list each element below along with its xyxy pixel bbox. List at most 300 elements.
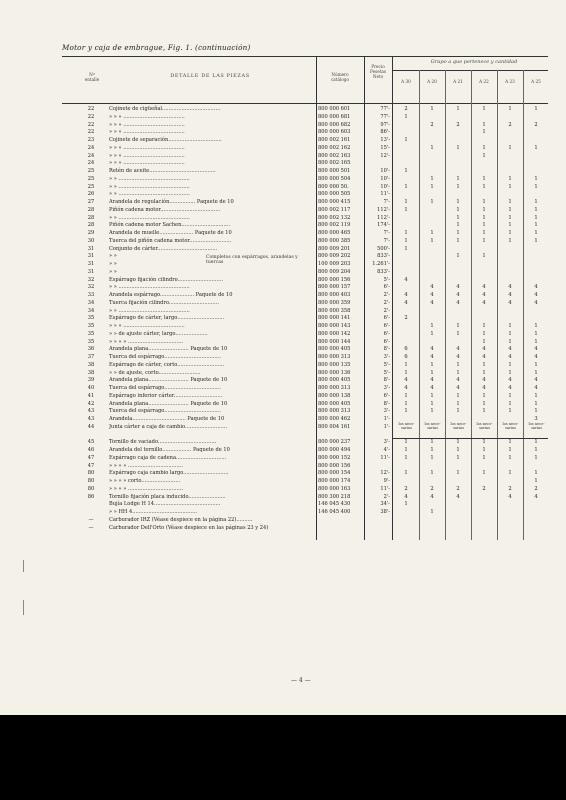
row-quantity: 1: [482, 222, 486, 229]
row-quantity: 1: [508, 222, 512, 229]
row-number: 38: [87, 361, 95, 368]
row-quantity: 4: [456, 493, 460, 500]
row-quantity: 4: [430, 493, 434, 500]
row-description: » » ............................................: [109, 183, 190, 190]
row-quantity: 1: [482, 400, 486, 407]
row-quantity: 4: [534, 354, 538, 360]
row-quantity: 1: [456, 183, 460, 190]
row-quantity: 1: [508, 183, 512, 190]
row-catalog-number: 800 004 161: [318, 423, 351, 430]
row-quantity: 1: [404, 245, 408, 252]
row-quantity: 1: [482, 121, 486, 128]
row-number: 38: [87, 369, 95, 376]
row-price: 1'-: [383, 416, 390, 422]
row-number: 46: [87, 447, 95, 453]
row-price: 7'-: [383, 199, 390, 205]
row-quantity: 4: [430, 284, 434, 291]
row-quantity: 1: [430, 392, 434, 399]
row-description: Tuerca del piñón cadena motor..........................: [109, 237, 232, 244]
row-number: 31: [87, 261, 95, 267]
row-number: 24: [87, 152, 95, 159]
row-quantity: 4: [430, 354, 434, 360]
row-catalog-number: 800 000 136: [318, 369, 351, 376]
row-quantity: 4: [508, 385, 512, 391]
row-quantity: 1: [456, 400, 460, 407]
row-quantity: 1: [456, 253, 460, 260]
row-quantity: 1: [482, 175, 486, 182]
row-quantity: 1: [482, 230, 486, 236]
row-number: 22: [87, 121, 95, 128]
row-price: 3'-: [383, 408, 390, 415]
row-quantity: 1: [482, 470, 486, 477]
row-description: Tuerca del espárrago...................................: [109, 408, 221, 415]
row-quantity: 1: [508, 144, 512, 151]
header-model: A 25: [531, 79, 541, 84]
row-catalog-number: 800 000 358: [318, 307, 351, 314]
row-description: Arandela de regulación................ Paquete de 10: [109, 199, 234, 205]
row-quantity: 1: [430, 175, 434, 182]
row-number: 35: [87, 323, 95, 329]
row-price: 112'-: [377, 206, 390, 213]
row-description: Arandela de muelle..................... Paquete de 10: [109, 230, 232, 236]
row-number: 25: [87, 175, 95, 182]
row-quantity: 2: [404, 106, 408, 112]
row-quantity: 1: [404, 199, 408, 205]
row-quantity: 1: [430, 439, 434, 446]
row-number: 25: [87, 183, 95, 190]
row-catalog-number: 800 000 682: [318, 121, 351, 128]
row-number: 24: [87, 160, 95, 167]
row-price: 1.261'-: [372, 261, 390, 267]
row-quantity: 1: [482, 330, 486, 337]
row-number: 25: [87, 168, 95, 174]
row-quantity: 4: [430, 299, 434, 306]
necesarias-note: los nece- sarias: [476, 422, 493, 431]
row-catalog-number: 800 000 156: [318, 462, 351, 469]
row-quantity: 1: [456, 144, 460, 151]
row-quantity: 1: [430, 454, 434, 461]
row-quantity: 1: [534, 175, 538, 182]
row-description: » » ............................................: [109, 284, 190, 291]
row-quantity: 1: [456, 222, 460, 229]
row-quantity: 1: [534, 199, 538, 205]
row-quantity: 6: [404, 354, 408, 360]
row-quantity: 1: [404, 168, 408, 174]
row-quantity: 4: [456, 354, 460, 360]
row-quantity: 1: [534, 237, 538, 244]
row-quantity: 1: [482, 439, 486, 446]
row-description: » » ............................................: [109, 175, 190, 182]
row-quantity: 4: [534, 346, 538, 353]
row-price: 4'-: [383, 447, 390, 453]
header-model: A 20: [427, 79, 437, 84]
row-catalog-number: 800 000 405: [318, 377, 351, 384]
row-quantity: 1: [482, 199, 486, 205]
row-catalog-number: 800 000 405: [318, 346, 351, 353]
row-price: 12'-: [380, 152, 390, 159]
row-quantity: 1: [404, 408, 408, 415]
row-catalog-number: 800 002 117: [318, 206, 351, 213]
header-model: A 30: [401, 79, 411, 84]
row-description: » » » » corto........................: [109, 478, 181, 484]
row-catalog-number: 800 000 603: [318, 129, 351, 136]
row-quantity: 4: [482, 299, 486, 306]
header-model: A 23: [505, 79, 515, 84]
row-quantity: 1: [404, 454, 408, 461]
row-quantity: 1: [508, 230, 512, 236]
row-quantity: 1: [508, 369, 512, 376]
row-catalog-number: 800 000 143: [318, 323, 351, 329]
row-quantity: 1: [508, 447, 512, 453]
row-catalog-number: 800 000 505: [318, 191, 351, 198]
row-catalog-number: 800 002 163: [318, 152, 351, 159]
row-price: 8'-: [383, 346, 390, 353]
row-quantity: 1: [534, 214, 538, 221]
row-description: » » ............................................: [109, 214, 190, 221]
row-quantity: 1: [430, 230, 434, 236]
row-catalog-number: 800 000 405: [318, 400, 351, 407]
row-price: 3'-: [383, 439, 390, 446]
header-numero: Número catálogo: [330, 72, 350, 83]
row-quantity: 1: [508, 338, 512, 345]
table-row: [0, 524, 566, 532]
row-number: 80: [87, 470, 95, 477]
row-number: 42: [87, 400, 95, 407]
row-quantity: 1: [456, 454, 460, 461]
row-quantity: 1: [534, 106, 538, 112]
row-catalog-number: 800 000 154: [318, 470, 351, 477]
row-price: 7'-: [383, 230, 390, 236]
row-quantity: 2: [456, 485, 460, 492]
row-description: Espárrago caja cambio largo............................: [109, 470, 229, 477]
row-quantity: 4: [404, 299, 408, 306]
row-quantity: 4: [508, 299, 512, 306]
row-number: 36: [87, 346, 95, 353]
row-quantity: 4: [482, 385, 486, 391]
necesarias-note: los nece- sarias: [424, 422, 441, 431]
row-quantity: 1: [534, 330, 538, 337]
row-number: 22: [87, 113, 95, 120]
row-catalog-number: 800 000 138: [318, 392, 351, 399]
row-price: 38'-: [380, 509, 390, 515]
row-description: » » » ......................................: [109, 129, 185, 136]
row-quantity: 1: [534, 338, 538, 345]
row-quantity: 4: [456, 377, 460, 384]
row-quantity: 1: [508, 439, 512, 446]
row-price: 10'-: [380, 168, 390, 174]
row-catalog-number: 800 000 601: [318, 106, 351, 112]
row-price: 12'-: [380, 470, 390, 477]
row-number: 22: [87, 129, 95, 136]
row-catalog-number: 800 300 218: [318, 493, 351, 500]
row-quantity: 1: [430, 400, 434, 407]
row-description: Tuerca fijación cilindro...............................: [109, 299, 219, 306]
row-description: » » » ......................................: [109, 144, 185, 151]
row-quantity: 1: [430, 330, 434, 337]
row-quantity: 1: [508, 408, 512, 415]
row-price: 6'-: [383, 284, 390, 291]
row-number: 47: [87, 462, 95, 469]
header-bottom-rule: [62, 103, 548, 104]
row-quantity: 4: [482, 292, 486, 298]
row-number: 34: [87, 307, 95, 314]
row-price: 11'-: [380, 191, 390, 198]
row-number: 29: [87, 230, 95, 236]
row-price: 5'-: [383, 361, 390, 368]
row-description: » » HH 4........................................: [109, 509, 197, 515]
row-catalog-number: 800 002 161: [318, 137, 351, 143]
row-quantity: 4: [534, 299, 538, 306]
row-catalog-number: 800 000 313: [318, 408, 351, 415]
row-quantity: 2: [508, 121, 512, 128]
row-price: 13'-: [380, 137, 390, 143]
row-description: » » » » ..................................: [109, 485, 183, 492]
row-quantity: 1: [482, 183, 486, 190]
row-description: Arandela plana......................... Paquete de 10: [109, 400, 228, 407]
row-quantity: 4: [508, 292, 512, 298]
row-catalog-number: 800 000 157: [318, 284, 351, 291]
row-description: » » de ajuste cárter, largo....................: [109, 330, 208, 337]
row-price: 77'-: [380, 113, 390, 120]
scan-mark: [23, 600, 24, 615]
row-quantity: 4: [404, 377, 408, 384]
row-catalog-number: 800 009 202: [318, 253, 351, 260]
row-quantity: 1: [430, 199, 434, 205]
row-number: 34: [87, 299, 95, 306]
row-description: Espárrago de cárter, largo.............................: [109, 315, 225, 322]
row-price: 15'-: [380, 144, 390, 151]
row-price: 2'-: [383, 493, 390, 500]
row-price: 174'-: [377, 222, 390, 229]
row-number: —: [88, 516, 94, 523]
row-description: » » ............................................: [109, 307, 190, 314]
row-quantity: 4: [430, 377, 434, 384]
row-quantity: 1: [430, 447, 434, 453]
row-quantity: 1: [508, 106, 512, 112]
row-price: 8'-: [383, 377, 390, 384]
row-price: 10'-: [380, 183, 390, 190]
row-number: 37: [87, 354, 95, 360]
header-precio: Precio Pesetas Neto: [369, 64, 387, 80]
row-price: 3'-: [383, 354, 390, 360]
row-catalog-number: 800 000 403: [318, 292, 351, 298]
row-quantity: 1: [430, 369, 434, 376]
row-catalog-number: 800 002 162: [318, 144, 351, 151]
row-quantity: 1: [430, 470, 434, 477]
row-description: Espárrago inferior cárter..............................: [109, 392, 223, 399]
row-quantity: 1: [456, 206, 460, 213]
row-number: 45: [87, 439, 95, 446]
row-quantity: 4: [430, 292, 434, 298]
row-quantity: 2: [534, 485, 538, 492]
row-description: » » » ......................................: [109, 152, 185, 159]
row-catalog-number: 800 000 237: [318, 439, 351, 446]
header-detalle: DETALLE DE LAS PIEZAS: [170, 73, 250, 79]
row-price: 3'-: [383, 385, 390, 391]
row-quantity: 1: [534, 222, 538, 229]
row-quantity: 1: [482, 323, 486, 329]
row-quantity: 4: [534, 385, 538, 391]
row-price: 2'-: [383, 307, 390, 314]
row-quantity: 1: [456, 175, 460, 182]
row-quantity: 4: [430, 346, 434, 353]
row-quantity: 1: [404, 439, 408, 446]
row-number: 43: [87, 416, 95, 422]
row-catalog-number: 800 000 156: [318, 276, 351, 283]
row-quantity: 1: [534, 454, 538, 461]
row-quantity: 4: [534, 292, 538, 298]
row-catalog-number: 146 045 430: [318, 501, 351, 508]
row-number: 43: [87, 408, 95, 415]
row-quantity: 1: [534, 361, 538, 368]
row-price: 6'-: [383, 338, 390, 345]
row-description: Arandela plana......................... Paquete de 10: [109, 377, 228, 384]
row-quantity: 1: [456, 237, 460, 244]
row-number: 39: [87, 377, 95, 384]
row-quantity: 1: [508, 214, 512, 221]
row-quantity: 1: [534, 369, 538, 376]
row-quantity: 1: [404, 206, 408, 213]
row-quantity: 1: [482, 106, 486, 112]
row-quantity: 4: [482, 354, 486, 360]
row-quantity: 1: [482, 454, 486, 461]
row-quantity: 4: [456, 292, 460, 298]
row-price: 34'-: [380, 501, 390, 508]
row-description: » » » ......................................: [109, 121, 185, 128]
row-quantity: 4: [482, 346, 486, 353]
row-quantity: 4: [456, 299, 460, 306]
row-catalog-number: 800 002 119: [318, 222, 351, 229]
row-quantity: 1: [482, 369, 486, 376]
row-number: 27: [87, 199, 95, 205]
row-description: Tuerca del espárrago...................................: [109, 354, 221, 360]
row-quantity: 4: [482, 377, 486, 384]
row-description: » » » » ..................................: [109, 338, 183, 345]
row-catalog-number: 800 000 313: [318, 385, 351, 391]
row-number: 33: [87, 292, 95, 298]
row-description: » » » ......................................: [109, 323, 185, 329]
row-quantity: 1: [430, 408, 434, 415]
row-price: 10'-: [380, 175, 390, 182]
row-price: 112'-: [377, 214, 390, 221]
grupo-subheader-rule: [392, 70, 548, 71]
row-quantity: 1: [534, 392, 538, 399]
row-catalog-number: 800 000 144: [318, 338, 351, 345]
row-quantity: 4: [456, 385, 460, 391]
row-catalog-number: 800 000 385: [318, 237, 351, 244]
row-description: Junta cárter a caja de cambio..........................: [109, 423, 228, 430]
row-description: » » » ......................................: [109, 160, 185, 167]
section-rule: [392, 438, 548, 439]
row-quantity: 3: [534, 416, 538, 422]
row-catalog-number: 800 000 359: [318, 299, 351, 306]
row-quantity: 4: [508, 354, 512, 360]
row-quantity: 1: [404, 113, 408, 120]
row-catalog-number: 800 000 681: [318, 113, 351, 120]
row-price: 97'-: [380, 121, 390, 128]
row-quantity: 1: [456, 439, 460, 446]
row-description: » »: [109, 261, 117, 267]
row-catalog-number: 800 002 132: [318, 214, 351, 221]
row-quantity: 4: [508, 284, 512, 291]
row-quantity: 1: [482, 253, 486, 260]
row-quantity: 1: [456, 330, 460, 337]
row-number: 80: [87, 485, 95, 492]
row-description: » » » » ..................................: [109, 462, 183, 469]
row-number: 32: [87, 284, 95, 291]
row-description: Cojinete de cigüeñal....................................: [109, 106, 221, 112]
row-quantity: 1: [482, 144, 486, 151]
row-catalog-number: 800 000 142: [318, 330, 351, 337]
row-price: 2'-: [383, 299, 390, 306]
row-quantity: 1: [404, 183, 408, 190]
row-description: Arandela espárrago..................... Paquete de 10: [109, 292, 233, 298]
row-catalog-number: 800 000 313: [318, 354, 351, 360]
row-number: 35: [87, 315, 95, 322]
row-quantity: 1: [404, 237, 408, 244]
row-price: 833'-: [377, 253, 390, 260]
header-model: A 21: [453, 79, 463, 84]
row-quantity: 2: [430, 121, 434, 128]
row-quantity: 4: [456, 346, 460, 353]
row-price: 86'-: [380, 129, 390, 136]
row-catalog-number: 800 000 415: [318, 199, 351, 205]
row-quantity: 1: [456, 470, 460, 477]
row-quantity: 1: [508, 454, 512, 461]
row-description: » » de ajuste, corto..........................: [109, 369, 201, 376]
row-description: Cojinete de separación.................................: [109, 137, 222, 143]
row-number: 28: [87, 206, 95, 213]
row-quantity: 1: [482, 152, 486, 159]
row-quantity: 2: [534, 121, 538, 128]
row-catalog-number: 800 000 465: [318, 230, 351, 236]
row-description: » »: [109, 268, 117, 275]
row-quantity: 1: [534, 323, 538, 329]
row-quantity: 2: [508, 485, 512, 492]
row-quantity: 1: [534, 478, 538, 484]
row-quantity: 4: [456, 284, 460, 291]
row-quantity: 4: [534, 493, 538, 500]
row-quantity: 1: [534, 230, 538, 236]
row-quantity: 1: [456, 214, 460, 221]
row-price: 500'-: [377, 245, 390, 252]
row-quantity: 1: [508, 470, 512, 477]
row-quantity: 1: [456, 447, 460, 453]
row-catalog-number: 800 000 152: [318, 454, 351, 461]
row-description: Arandela................................. Paquete de 10: [109, 416, 225, 422]
row-quantity: 1: [404, 230, 408, 236]
row-quantity: 1: [404, 470, 408, 477]
row-quantity: 1: [534, 206, 538, 213]
row-quantity: 1: [430, 361, 434, 368]
row-quantity: 4: [404, 276, 408, 283]
row-catalog-number: 800 000 504: [318, 175, 351, 182]
row-catalog-number: 800 000 50.: [318, 183, 349, 190]
row-description: Espárrago caja de cadena...............................: [109, 454, 227, 461]
row-quantity: 1: [508, 392, 512, 399]
row-quantity: 1: [404, 392, 408, 399]
row-quantity: 4: [534, 377, 538, 384]
row-description: » »: [109, 253, 117, 260]
row-number: 30: [87, 237, 95, 244]
row-quantity: 1: [404, 361, 408, 368]
row-description: » » ............................................: [109, 191, 190, 198]
row-catalog-number: 800 000 174: [318, 478, 351, 484]
row-number: 24: [87, 144, 95, 151]
row-quantity: 1: [430, 323, 434, 329]
row-number: 26: [87, 191, 95, 198]
row-description: Tornillo fijación placa inducido.......................: [109, 493, 226, 500]
